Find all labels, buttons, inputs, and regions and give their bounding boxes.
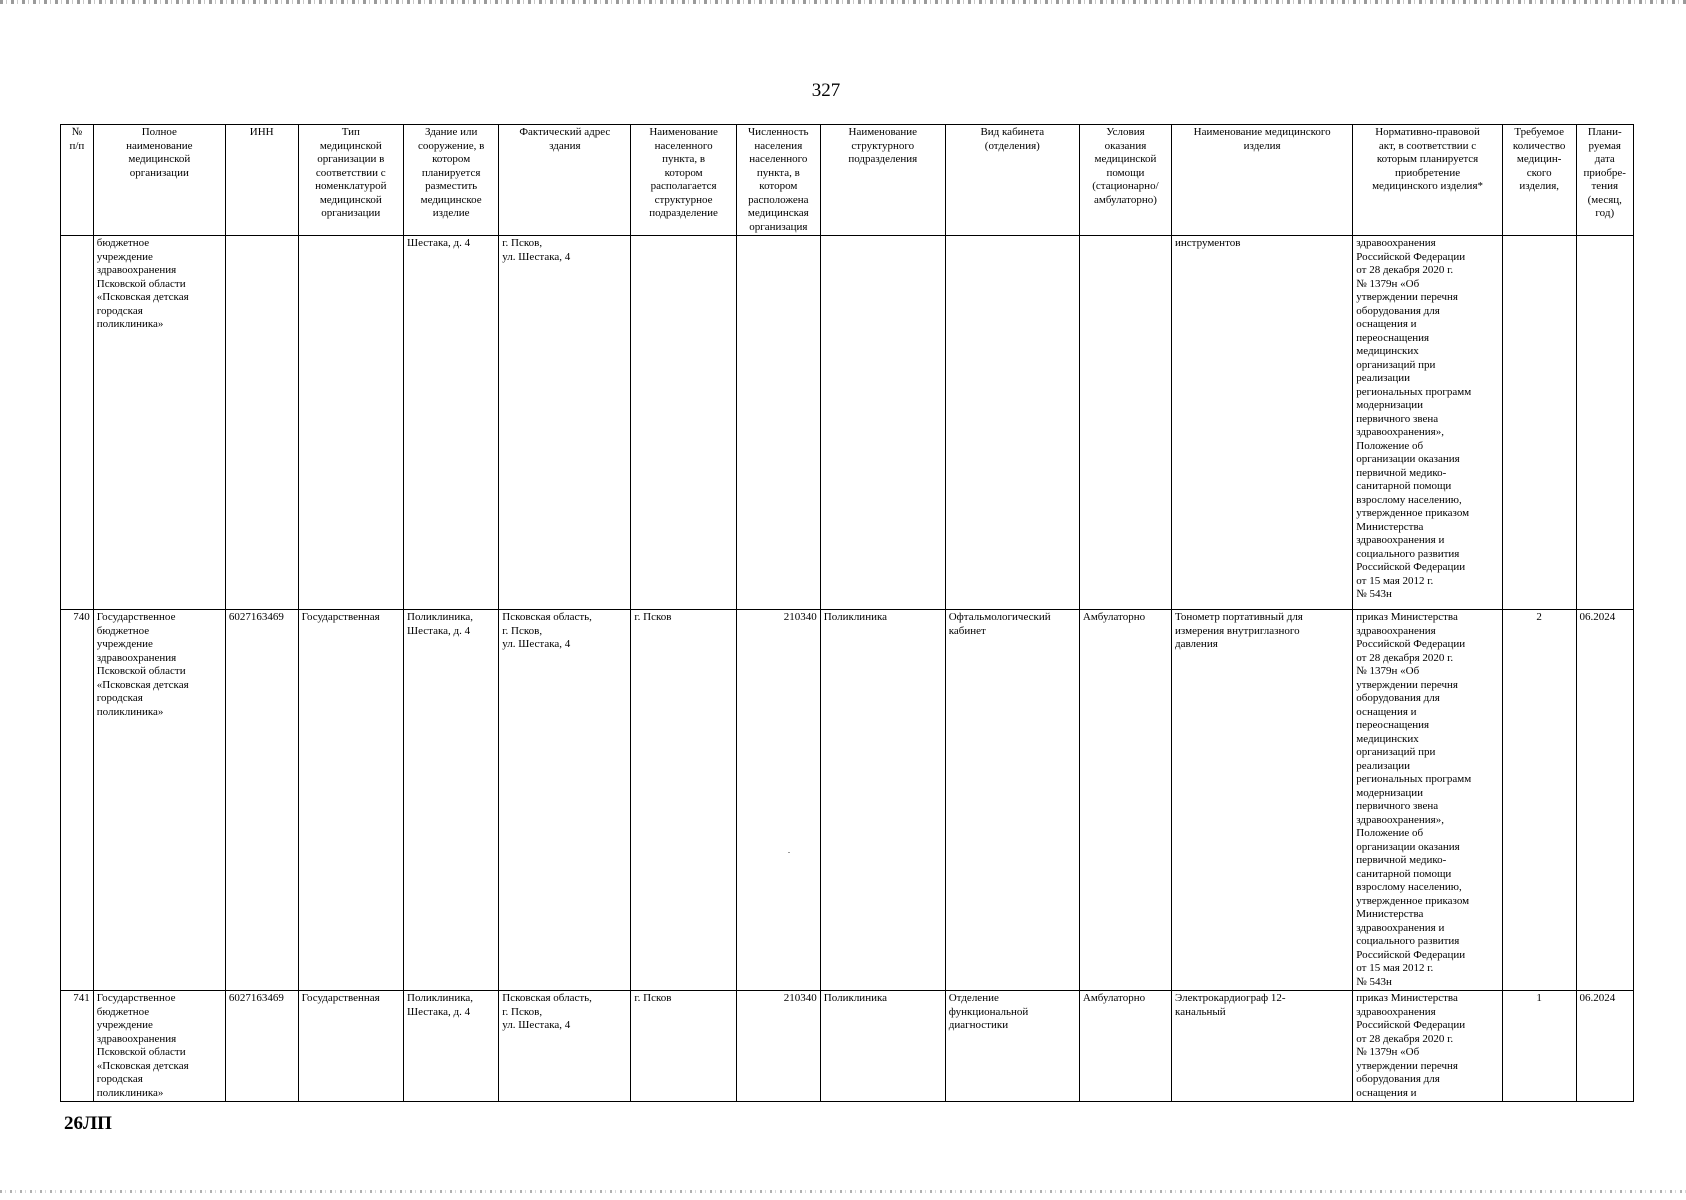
cell-conditions [1079,236,1171,610]
table-row [61,610,1634,991]
page-number: 327 [811,80,841,101]
cell-locality [631,236,736,610]
cell-quantity [1502,236,1576,610]
cell-locality: г. Псков [631,991,736,1102]
cell-legal-act: приказ Министерства здравоохранения Российской Федерации от 28 декабря 2020 г. № 1379н «Об утверждении перечня оборудования для оснащения и [1353,991,1503,1102]
header-org-name: Полное наименование медицинской организации [93,125,225,236]
cell-building: Шестака, д. 4 [404,236,499,610]
cell-device: инструментов [1172,236,1353,610]
table-row [61,236,1634,610]
cell-building: Поликлиника, Шестака, д. 4 [404,610,499,991]
header-number: № п/п [61,125,94,236]
scan-edge-bottom [0,1190,1686,1193]
scan-speck [788,852,790,853]
header-address: Фактический адрес здания [499,125,631,236]
cell-conditions: Амбулаторно [1079,610,1171,991]
cell-org-name: Государственное бюджетное учреждение здравоохранения Псковской области «Псковская детская городская поликлиника» [93,610,225,991]
cell-org-name: бюджетное учреждение здравоохранения Псковской области «Псковская детская городская поликлиника» [93,236,225,610]
scan-edge-top [0,0,1686,4]
cell-org-type [298,236,403,610]
header-device: Наименование медицинского изделия [1172,125,1353,236]
cell-quantity: 1 [1502,991,1576,1102]
header-building: Здание или сооружение, в котором планируется разместить медицинское изделие [404,125,499,236]
header-quantity: Требуемое количество медицин- ского изделия, [1502,125,1576,236]
cell-device: Электрокардиограф 12- канальный [1172,991,1353,1102]
header-population: Численность населения населенного пункта, в котором расположена медицинская организация [736,125,820,236]
cell-quantity: 2 [1502,610,1576,991]
header-inn: ИНН [225,125,298,236]
cell-date: 06.2024 [1576,991,1633,1102]
cell-population: 210340 [736,610,820,991]
table-header-row [61,125,1634,236]
cell-population [736,236,820,610]
cell-unit: Поликлиника [820,610,945,991]
cell-unit [820,236,945,610]
cell-legal-act: приказ Министерства здравоохранения Российской Федерации от 28 декабря 2020 г. № 1379н «Об утверждении перечня оборудования для оснащения и переоснащения медицинских организаций при реализации региональных программ модернизации первичного звена здравоохранения», Положение об организации оказания первичной медико- санитарной помощи взрослому населению, утвержденное приказом Министерства здравоохранения и социального развития Российской Федерации от 15 мая 2012 г. № 543н [1353,610,1503,991]
header-date: Плани- руемая дата приобре- тения (месяц, год) [1576,125,1633,236]
cell-cabinet: Отделение функциональной диагностики [945,991,1079,1102]
header-unit: Наименование структурного подразделения [820,125,945,236]
cell-cabinet: Офтальмологический кабинет [945,610,1079,991]
cell-population: 210340 [736,991,820,1102]
cell-cabinet [945,236,1079,610]
cell-conditions: Амбулаторно [1079,991,1171,1102]
cell-address: г. Псков, ул. Шестака, 4 [499,236,631,610]
table-row [61,991,1634,1102]
cell-date [1576,236,1633,610]
cell-inn: 6027163469 [225,991,298,1102]
cell-unit: Поликлиника [820,991,945,1102]
header-cabinet: Вид кабинета (отделения) [945,125,1079,236]
equipment-table [60,124,1634,1102]
cell-building: Поликлиника, Шестака, д. 4 [404,991,499,1102]
cell-number: 741 [61,991,94,1102]
cell-number [61,236,94,610]
cell-address: Псковская область, г. Псков, ул. Шестака, 4 [499,991,631,1102]
footer-code: 26ЛП [64,1113,112,1134]
header-legal-act: Нормативно-правовой акт, в соответствии с которым планируется приобретение медицинского изделия* [1353,125,1503,236]
cell-number: 740 [61,610,94,991]
cell-org-type: Государственная [298,991,403,1102]
header-org-type: Тип медицинской организации в соответствии с номенклатурой медицинской организации [298,125,403,236]
cell-inn: 6027163469 [225,610,298,991]
cell-locality: г. Псков [631,610,736,991]
cell-org-type: Государственная [298,610,403,991]
cell-org-name: Государственное бюджетное учреждение здравоохранения Псковской области «Псковская детская городская поликлиника» [93,991,225,1102]
header-conditions: Условия оказания медицинской помощи (стационарно/ амбулаторно) [1079,125,1171,236]
cell-inn [225,236,298,610]
cell-legal-act: здравоохранения Российской Федерации от 28 декабря 2020 г. № 1379н «Об утверждении перечня оборудования для оснащения и переоснащения медицинских организаций при реализации региональных программ модернизации первичного звена здравоохранения», Положение об организации оказания первичной медико- санитарной помощи взрослому населению, утвержденное приказом Министерства здравоохранения и социального развития Российской Федерации от 15 мая 2012 г. № 543н [1353,236,1503,610]
cell-date: 06.2024 [1576,610,1633,991]
cell-address: Псковская область, г. Псков, ул. Шестака, 4 [499,610,631,991]
cell-device: Тонометр портативный для измерения внутриглазного давления [1172,610,1353,991]
header-locality: Наименование населенного пункта, в котором располагается структурное подразделение [631,125,736,236]
